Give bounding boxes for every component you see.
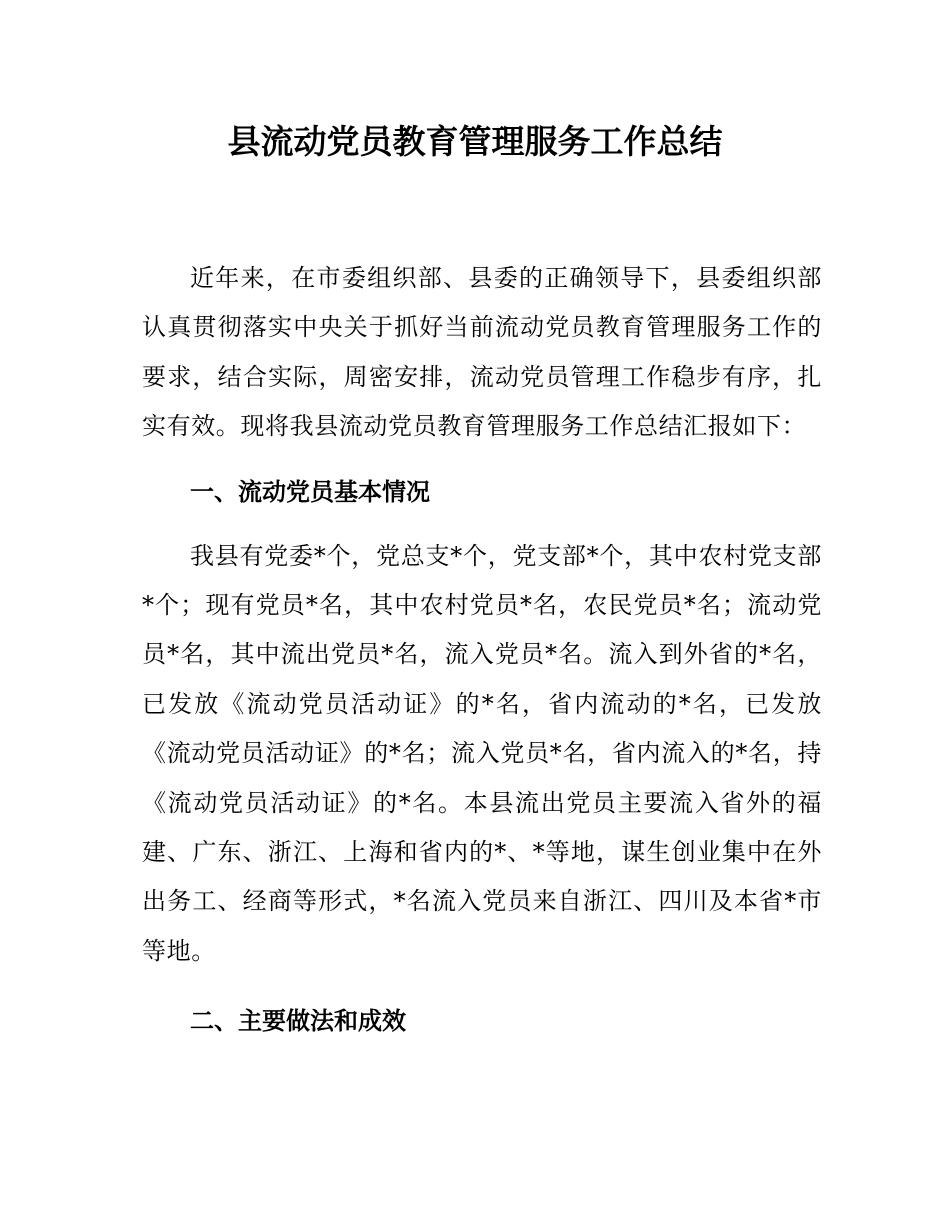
section-1-heading: 一、流动党员基本情况	[190, 477, 430, 506]
intro-paragraph: 近年来，在市委组织部、县委的正确领导下，县委组织部认真贯彻落实中央关于抓好当前流动党员教育管理服务工作的要求，结合实际，周密安排，流动党员管理工作稳步有序，扎实有效。现将我县流动党员教育管理服务工作总结汇报如下：	[142, 264, 822, 441]
document-title: 县流动党员教育管理服务工作总结	[227, 122, 723, 161]
section-2-heading: 二、主要做法和成效	[190, 1007, 406, 1036]
section-1-paragraph: 我县有党委*个，党总支*个，党支部*个，其中农村党支部*个；现有党员*名，其中农村党员*名，农民党员*名；流动党员*名，其中流出党员*名，流入党员*名。流入到外省的*名，已发放《流动党员活动证》的*名，省内流动的*名，已发放《流动党员活动证》的*名；流入党员*名，省内流入的*名，持《流动党员活动证》的*名。本县流出党员主要流入省外的福建、广东、浙江、上海和省内的*、*等地，谋生创业集中在外出务工、经商等形式，*名流入党员来自浙江、四川及本省*市等地。	[142, 541, 822, 965]
document-body	[142, 254, 822, 1046]
